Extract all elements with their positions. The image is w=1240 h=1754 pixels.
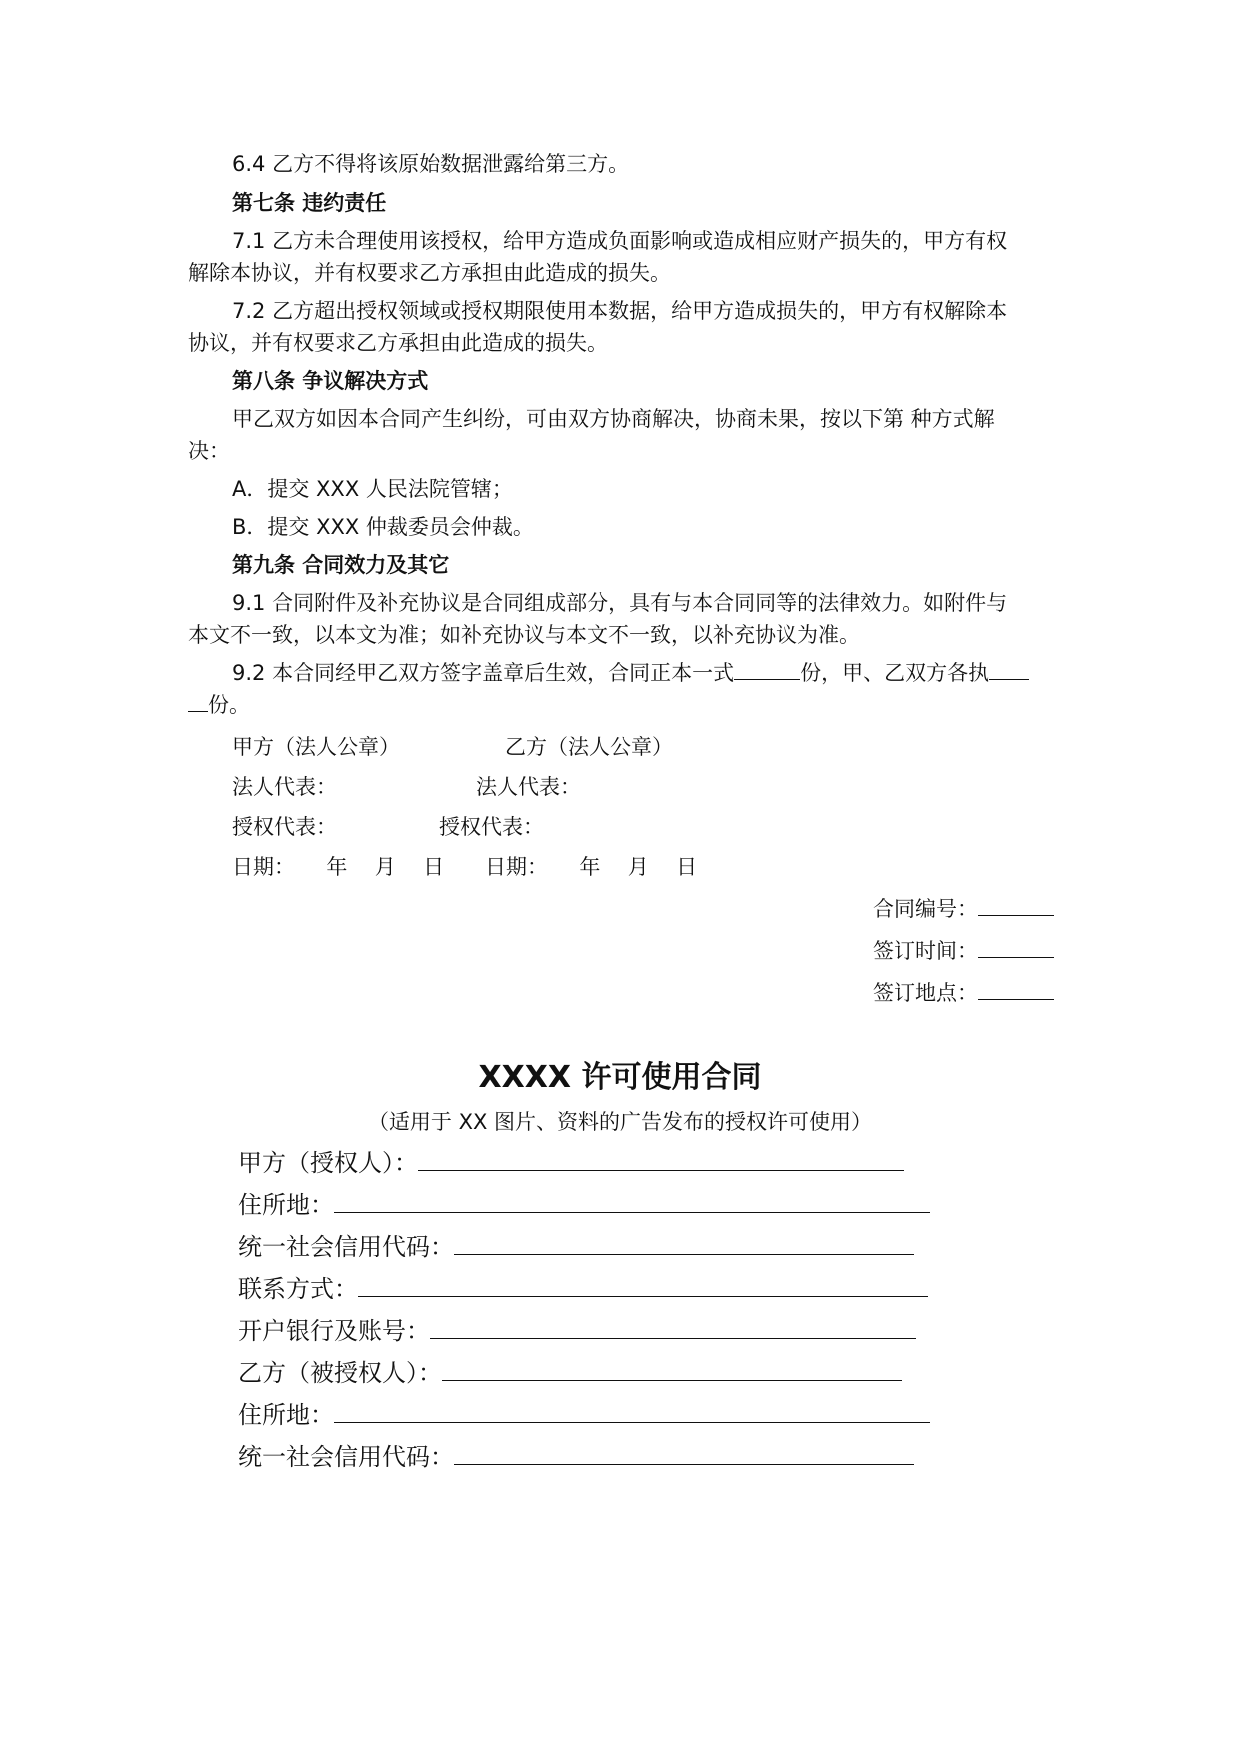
- each-holds-blank-1: [989, 659, 1029, 680]
- party-b-label: 乙方（被授权人）：: [238, 1359, 442, 1387]
- year-label: 年: [579, 855, 601, 879]
- contact-blank: [358, 1272, 928, 1297]
- credit-code-a-blank: [454, 1230, 914, 1255]
- clause-9-2-text-b: 份，甲、乙双方各执: [800, 661, 990, 685]
- party-b-date-row: [485, 853, 697, 881]
- party-b-legal-rep-label: 法人代表：: [476, 775, 581, 799]
- party-b-blank: [442, 1356, 902, 1381]
- party-a-auth-rep-label: 授权代表：: [232, 815, 337, 839]
- clause-8-line1: 甲乙双方如因本合同产生纠纷，可由双方协商解决，协商未果，按以下第 种方式解: [232, 407, 995, 431]
- bank-label: 开户银行及账号：: [238, 1317, 430, 1345]
- address-b-blank: [334, 1398, 930, 1423]
- party-b-field: [238, 1356, 902, 1389]
- contact-label: 联系方式：: [238, 1275, 358, 1303]
- second-contract-title: XXXX 许可使用合同: [478, 1060, 762, 1095]
- address-b-label: 住所地：: [238, 1401, 334, 1429]
- credit-code-b-field: [238, 1440, 914, 1473]
- clause-8-option-a: A．提交 XXX 人民法院管辖；: [232, 477, 513, 501]
- sign-time-blank: [978, 937, 1054, 958]
- clause-9-1-line1: 9.1 合同附件及补充协议是合同组成部分，具有与本合同同等的法律效力。如附件与: [232, 591, 1008, 615]
- clause-7-2-line2: 协议，并有权要求乙方承担由此造成的损失。: [188, 331, 608, 355]
- month-label: 月: [627, 855, 649, 879]
- contact-field: [238, 1272, 928, 1305]
- article-8-heading: 第八条 争议解决方式: [232, 369, 429, 393]
- clause-9-2-line1: [232, 659, 1029, 687]
- credit-code-a-label: 统一社会信用代码：: [238, 1233, 454, 1261]
- second-contract-subtitle: （适用于 XX 图片、资料的广告发布的授权许可使用）: [367, 1110, 873, 1134]
- sign-place-field: [873, 979, 1054, 1007]
- party-a-blank: [418, 1146, 904, 1171]
- party-a-field: [238, 1146, 904, 1179]
- credit-code-b-blank: [454, 1440, 914, 1465]
- article-7-heading: 第七条 违约责任: [232, 191, 387, 215]
- clause-8-line2: 决：: [188, 439, 230, 463]
- contract-number-field: [873, 895, 1054, 923]
- sign-time-label: 签订时间：: [873, 939, 978, 963]
- date-label: 日期：: [232, 855, 295, 879]
- clause-9-2-line2: [188, 691, 250, 719]
- year-label: 年: [326, 855, 348, 879]
- clause-9-1-line2: 本文不一致，以本文为准；如补充协议与本文不一致，以补充协议为准。: [188, 623, 860, 647]
- party-a-legal-rep-label: 法人代表：: [232, 775, 337, 799]
- address-a-blank: [334, 1188, 930, 1213]
- contract-number-label: 合同编号：: [873, 897, 978, 921]
- clause-8-option-b: B．提交 XXX 仲裁委员会仲裁。: [232, 515, 534, 539]
- party-b-seal-label: 乙方（法人公章）: [505, 735, 673, 759]
- contract-number-blank: [978, 895, 1054, 916]
- clause-7-1-line2: 解除本协议，并有权要求乙方承担由此造成的损失。: [188, 261, 671, 285]
- each-holds-blank-2: [188, 691, 208, 712]
- day-label: 日: [676, 855, 698, 879]
- clause-9-2-text-a: 9.2 本合同经甲乙双方签字盖章后生效，合同正本一式: [232, 661, 735, 685]
- clause-6-4: 6.4 乙方不得将该原始数据泄露给第三方。: [232, 152, 630, 176]
- sign-time-field: [873, 937, 1054, 965]
- bank-field: [238, 1314, 916, 1347]
- sign-place-label: 签订地点：: [873, 981, 978, 1005]
- address-a-field: [238, 1188, 930, 1221]
- credit-code-a-field: [238, 1230, 914, 1263]
- party-b-auth-rep-label: 授权代表：: [439, 815, 544, 839]
- clause-7-2-line1: 7.2 乙方超出授权领域或授权期限使用本数据，给甲方造成损失的，甲方有权解除本: [232, 299, 1008, 323]
- credit-code-b-label: 统一社会信用代码：: [238, 1443, 454, 1471]
- party-a-date-row: [232, 853, 444, 881]
- day-label: 日: [423, 855, 445, 879]
- address-b-field: [238, 1398, 930, 1431]
- bank-blank: [430, 1314, 916, 1339]
- clause-9-2-text-c: 份。: [208, 693, 250, 717]
- clause-7-1-line1: 7.1 乙方未合理使用该授权，给甲方造成负面影响或造成相应财产损失的，甲方有权: [232, 229, 1008, 253]
- party-a-label: 甲方（授权人）：: [238, 1149, 418, 1177]
- address-a-label: 住所地：: [238, 1191, 334, 1219]
- article-9-heading: 第九条 合同效力及其它: [232, 553, 450, 577]
- sign-place-blank: [978, 979, 1054, 1000]
- date-label: 日期：: [485, 855, 548, 879]
- month-label: 月: [374, 855, 396, 879]
- copies-blank: [734, 659, 800, 680]
- party-a-seal-label: 甲方（法人公章）: [232, 735, 400, 759]
